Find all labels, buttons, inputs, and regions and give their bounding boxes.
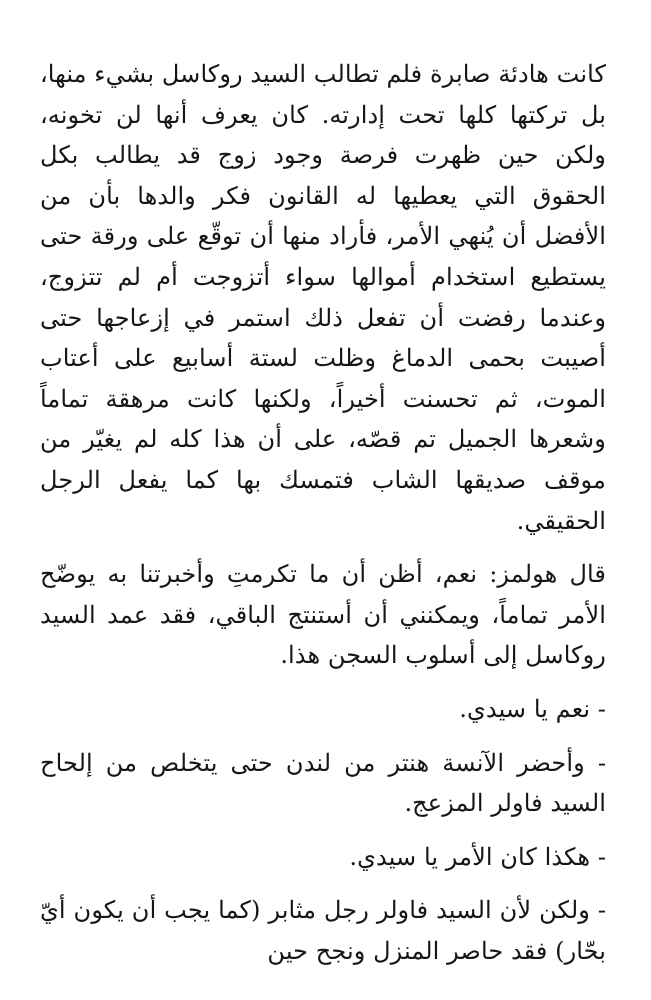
text-column bbox=[40, 54, 606, 971]
paragraph-story: كانت هادئة صابرة فلم تطالب السيد روكاسل بشيء منها، بل تركتها كلها تحت إدارته. كان يعرف أنها لن تخونه، ولكن حين ظهرت فرصة وجود زوج قد يطالب بكل الحقوق التي يعطيها له القانون فكر والدها بأن من الأفضل أن يُنهي الأمر، فأراد منها أن توقّع على ورقة حتى يستطيع استخدام أموالها سواء أتزوجت أم لم تتزوج، وعندما رفضت أن تفعل ذلك استمر في إزعاجها حتى أصيبت بحمى الدماغ وظلت لستة أسابيع على أعتاب الموت، ثم تحسنت أخيراً، ولكنها كانت مرهقة تماماً وشعرها الجميل تم قصّه، على أن هذا كله لم يغيّر من موقف صديقها الشاب فتمسك بها كما يفعل الرجل الحقيقي. bbox=[40, 60, 606, 535]
dialog-line-so-it-was: - هكذا كان الأمر يا سيدي. bbox=[349, 842, 606, 871]
dialog-line-yes-sir: - نعم يا سيدي. bbox=[459, 694, 606, 723]
dialog-line-fowler: - ولكن لأن السيد فاولر رجل مثابر (كما يجب أن يكون أيّ بحّار) فقد حاصر المنزل ونجح حين bbox=[40, 896, 606, 965]
paragraph-holmes-speech: قال هولمز: نعم، أظن أن ما تكرمتِ وأخبرتنا به يوضّح الأمر تماماً، ويمكنني أن أستنتج الباقي، فقد عمد السيد روكاسل إلى أسلوب السجن هذا. bbox=[40, 560, 606, 670]
dialog-line-miss-hunter: - وأحضر الآنسة هنتر من لندن حتى يتخلص من إلحاح السيد فاولر المزعج. bbox=[40, 748, 606, 818]
